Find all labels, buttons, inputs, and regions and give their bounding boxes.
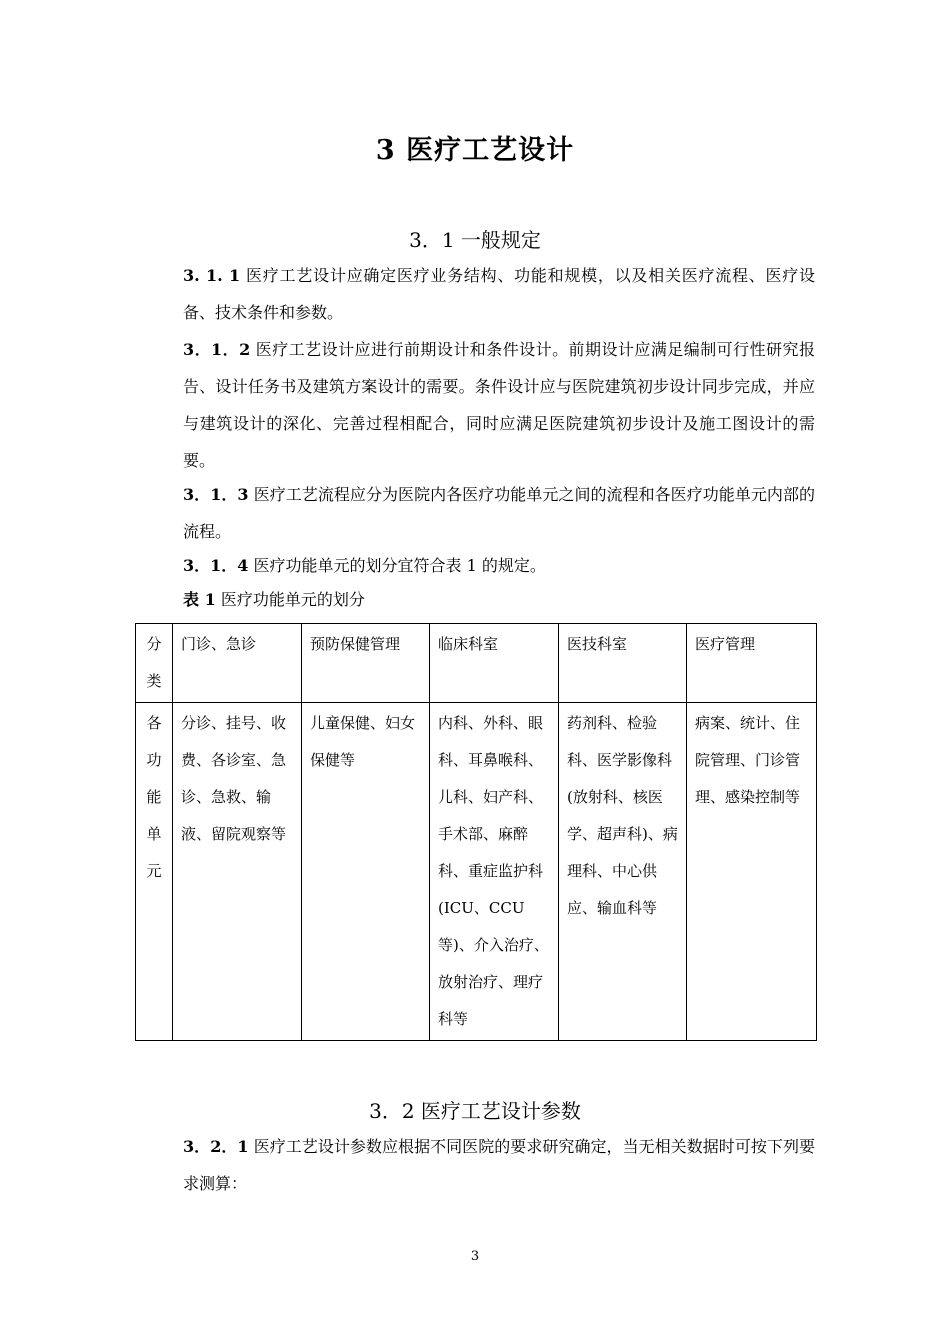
table-cell: 儿童保健、妇女保健等 — [302, 703, 430, 1041]
row-side-char: 单 — [146, 825, 162, 843]
clause-text: 医疗功能单元的划分宜符合表 1 的规定。 — [253, 556, 546, 575]
clause-text: 医疗工艺设计应确定医疗业务结构、功能和规模，以及相关医疗流程、医疗设备、技术条件和参数。 — [183, 266, 815, 322]
header-cell: 预防保健管理 — [302, 624, 430, 703]
clause-text: 医疗工艺流程应分为医院内各医疗功能单元之间的流程和各医疗功能单元内部的流程。 — [183, 485, 815, 541]
clause-text: 医疗工艺设计参数应根据不同医院的要求研究确定，当无相关数据时可按下列要求测算： — [183, 1137, 815, 1193]
row-side-char: 元 — [146, 862, 162, 880]
section-heading-3-1: 3．1 一般规定 — [409, 228, 541, 252]
row-side-char: 各 — [146, 714, 162, 732]
header-cell: 临床科室 — [430, 624, 559, 703]
row-side-char: 能 — [146, 788, 162, 806]
page-title: 3 医疗工艺设计 — [375, 135, 575, 166]
header-side-char: 分 — [146, 635, 162, 653]
header-cell: 医技科室 — [559, 624, 687, 703]
page-number: 3 — [470, 1249, 480, 1264]
clause-number: 3．2．1 — [183, 1137, 249, 1156]
table-caption-text: 医疗功能单元的划分 — [220, 590, 365, 609]
row-side-char: 功 — [146, 751, 162, 769]
table-cell: 药剂科、检验科、医学影像科(放射科、核医学、超声科)、病理科、中心供应、输血科等 — [559, 703, 687, 1041]
table-cell: 内科、外科、眼科、耳鼻喉科、儿科、妇产科、手术部、麻醉科、重症监护科(ICU、CCU等)、介入治疗、放射治疗、理疗科等 — [430, 703, 559, 1041]
clause-3-2-1 — [145, 1128, 815, 1202]
table-caption-number: 表 1 — [183, 590, 216, 609]
clause-text: 医疗工艺设计应进行前期设计和条件设计。前期设计应满足编制可行性研究报告、设计任务书及建筑方案设计的需要。条件设计应与医院建筑初步设计同步完成，并应与建筑设计的深化、完善过程相配合，同时应满足医院建筑初步设计及施工图设计的需要。 — [183, 340, 815, 470]
functional-units-table — [135, 623, 817, 1041]
clause-3-1-1 — [145, 257, 815, 331]
header-side-char: 类 — [146, 672, 162, 690]
table-header-row — [136, 624, 817, 703]
row-side-label — [136, 703, 173, 1041]
table-row — [136, 703, 817, 1041]
table-cell: 病案、统计、住院管理、门诊管理、感染控制等 — [687, 703, 817, 1041]
clause-number: 3．1．3 — [183, 485, 249, 504]
header-cell: 门诊、急诊 — [173, 624, 302, 703]
header-cell: 医疗管理 — [687, 624, 817, 703]
header-side-label — [136, 624, 173, 703]
table-cell: 分诊、挂号、收费、各诊室、急诊、急救、输液、留院观察等 — [173, 703, 302, 1041]
clause-number: 3．1．4 — [183, 556, 249, 575]
clause-3-1-3 — [145, 476, 815, 550]
clause-3-1-4 — [145, 547, 815, 584]
section-heading-3-2: 3．2 医疗工艺设计参数 — [369, 1099, 581, 1123]
clause-number: 3．1．2 — [183, 340, 251, 359]
table-caption — [183, 585, 365, 615]
clause-number: 3. 1. 1 — [183, 266, 241, 285]
clause-3-1-2 — [145, 331, 815, 479]
